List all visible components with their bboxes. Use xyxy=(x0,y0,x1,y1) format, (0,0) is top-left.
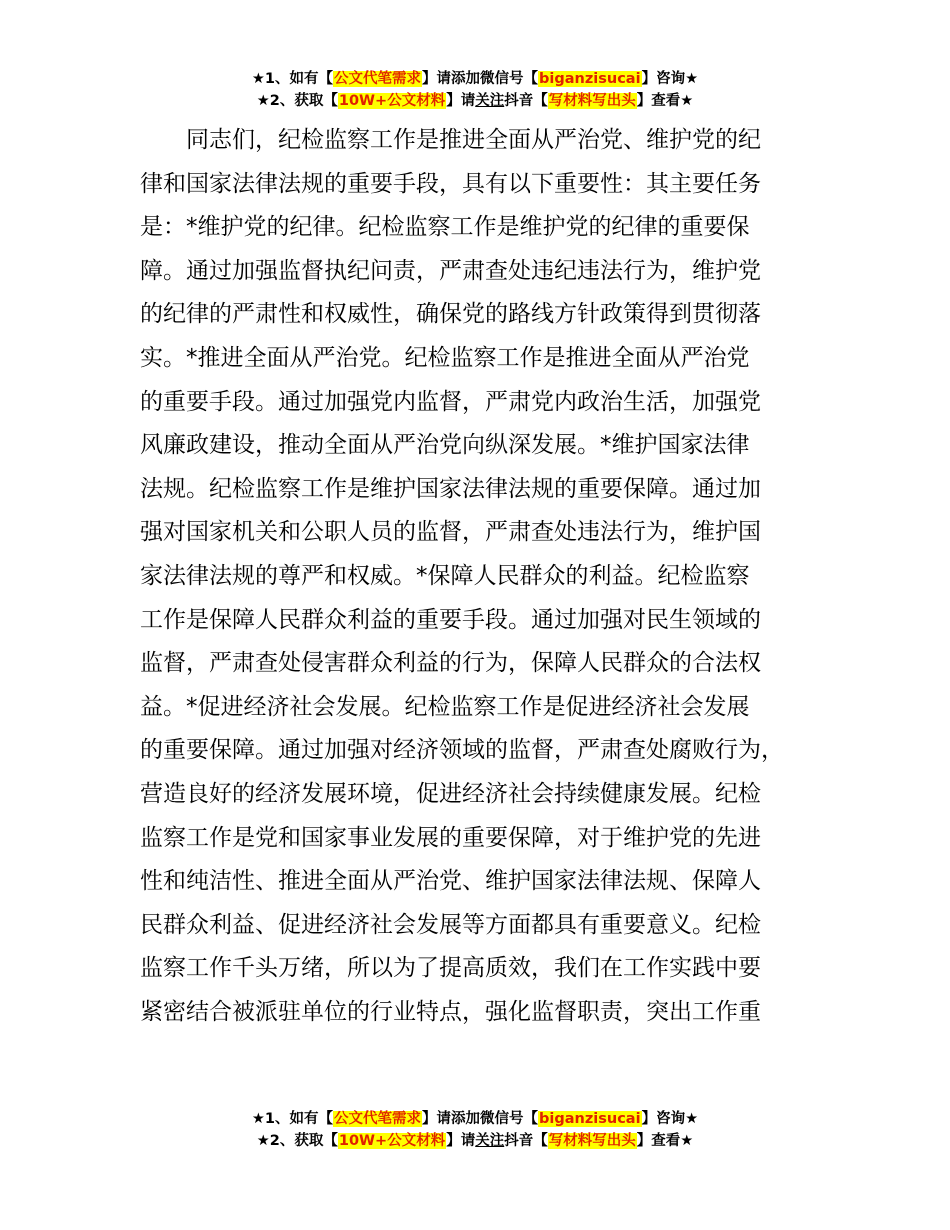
body-paragraph xyxy=(140,119,840,1034)
banner-text: 抖音【 xyxy=(504,93,548,109)
body-line: 实。*推进全面从严治党。纪检监察工作是推进全面从严治党 xyxy=(140,344,750,371)
banner-wechat-id: biganzisucai xyxy=(539,71,641,87)
footer-banner-line-1 xyxy=(0,1108,950,1130)
body-line: 律和国家法律法规的重要手段，具有以下重要性：其主要任务 xyxy=(140,170,761,197)
banner-text: 抖音【 xyxy=(504,1133,548,1149)
body-line: 益。*促进经济社会发展。纪检监察工作是促进经济社会发展 xyxy=(140,693,750,720)
banner-highlight: 10W+公文材料 xyxy=(338,93,446,109)
body-line: 风廉政建设，推动全面从严治党向纵深发展。*维护国家法律 xyxy=(140,432,750,459)
body-line: 的重要手段。通过加强党内监督，严肃党内政治生活，加强党 xyxy=(140,388,761,415)
body-line: 工作是保障人民群众利益的重要手段。通过加强对民生领域的 xyxy=(140,606,761,633)
banner-text: 】请 xyxy=(446,1133,476,1149)
banner-underlined-text: 关注 xyxy=(475,1133,505,1149)
header-banner-line-2 xyxy=(0,90,950,112)
banner-text: ★1、如有【 xyxy=(251,1111,334,1127)
header-banner-line-1 xyxy=(0,68,950,90)
banner-douyin-id: 写材料写出头 xyxy=(548,1133,636,1149)
banner-douyin-id: 写材料写出头 xyxy=(548,93,636,109)
body-line: 同志们，纪检监察工作是推进全面从严治党、维护党的纪 xyxy=(140,127,761,153)
banner-text: ★2、获取【 xyxy=(256,93,338,109)
footer-banner-line-2 xyxy=(0,1130,950,1152)
banner-text: ★2、获取【 xyxy=(256,1133,338,1149)
body-line: 家法律法规的尊严和权威。*保障人民群众的利益。纪检监察 xyxy=(140,562,750,589)
banner-text: 】请 xyxy=(446,93,476,109)
banner-text: 】查看★ xyxy=(636,1133,694,1149)
banner-highlight: 公文代笔需求 xyxy=(334,1111,422,1127)
body-line: 性和纯洁性、推进全面从严治党、维护国家法律法规、保障人 xyxy=(140,868,761,895)
banner-text: 】请添加微信号【 xyxy=(422,71,539,87)
body-line: 的重要保障。通过加强对经济领域的监督，严肃查处腐败行为， xyxy=(140,737,784,764)
body-line: 是：*维护党的纪律。纪检监察工作是维护党的纪律的重要保 xyxy=(140,214,750,241)
body-line: 障。通过加强监督执纪问责，严肃查处违纪违法行为，维护党 xyxy=(140,257,761,284)
body-line: 紧密结合被派驻单位的行业特点，强化监督职责，突出工作重 xyxy=(140,998,761,1025)
body-line: 营造良好的经济发展环境，促进经济社会持续健康发展。纪检 xyxy=(140,780,761,807)
banner-text: 】咨询★ xyxy=(641,71,699,87)
banner-text: 】请添加微信号【 xyxy=(422,1111,539,1127)
banner-text: ★1、如有【 xyxy=(251,71,334,87)
banner-highlight: 公文代笔需求 xyxy=(334,71,422,87)
body-line: 监督，严肃查处侵害群众利益的行为，保障人民群众的合法权 xyxy=(140,650,761,677)
footer-banner xyxy=(0,1108,950,1152)
banner-highlight: 10W+公文材料 xyxy=(338,1133,446,1149)
header-banner xyxy=(0,68,950,112)
body-line: 法规。纪检监察工作是维护国家法律法规的重要保障。通过加 xyxy=(140,475,761,502)
body-line: 监察工作是党和国家事业发展的重要保障，对于维护党的先进 xyxy=(140,824,761,851)
banner-text: 】查看★ xyxy=(636,93,694,109)
banner-text: 】咨询★ xyxy=(641,1111,699,1127)
body-line: 监察工作千头万绪，所以为了提高质效，我们在工作实践中要 xyxy=(140,955,761,982)
banner-wechat-id: biganzisucai xyxy=(539,1111,641,1127)
body-line: 的纪律的严肃性和权威性，确保党的路线方针政策得到贯彻落 xyxy=(140,301,761,328)
body-line: 民群众利益、促进经济社会发展等方面都具有重要意义。纪检 xyxy=(140,911,761,938)
body-line: 强对国家机关和公职人员的监督，严肃查处违法行为，维护国 xyxy=(140,519,761,546)
banner-underlined-text: 关注 xyxy=(475,93,505,109)
